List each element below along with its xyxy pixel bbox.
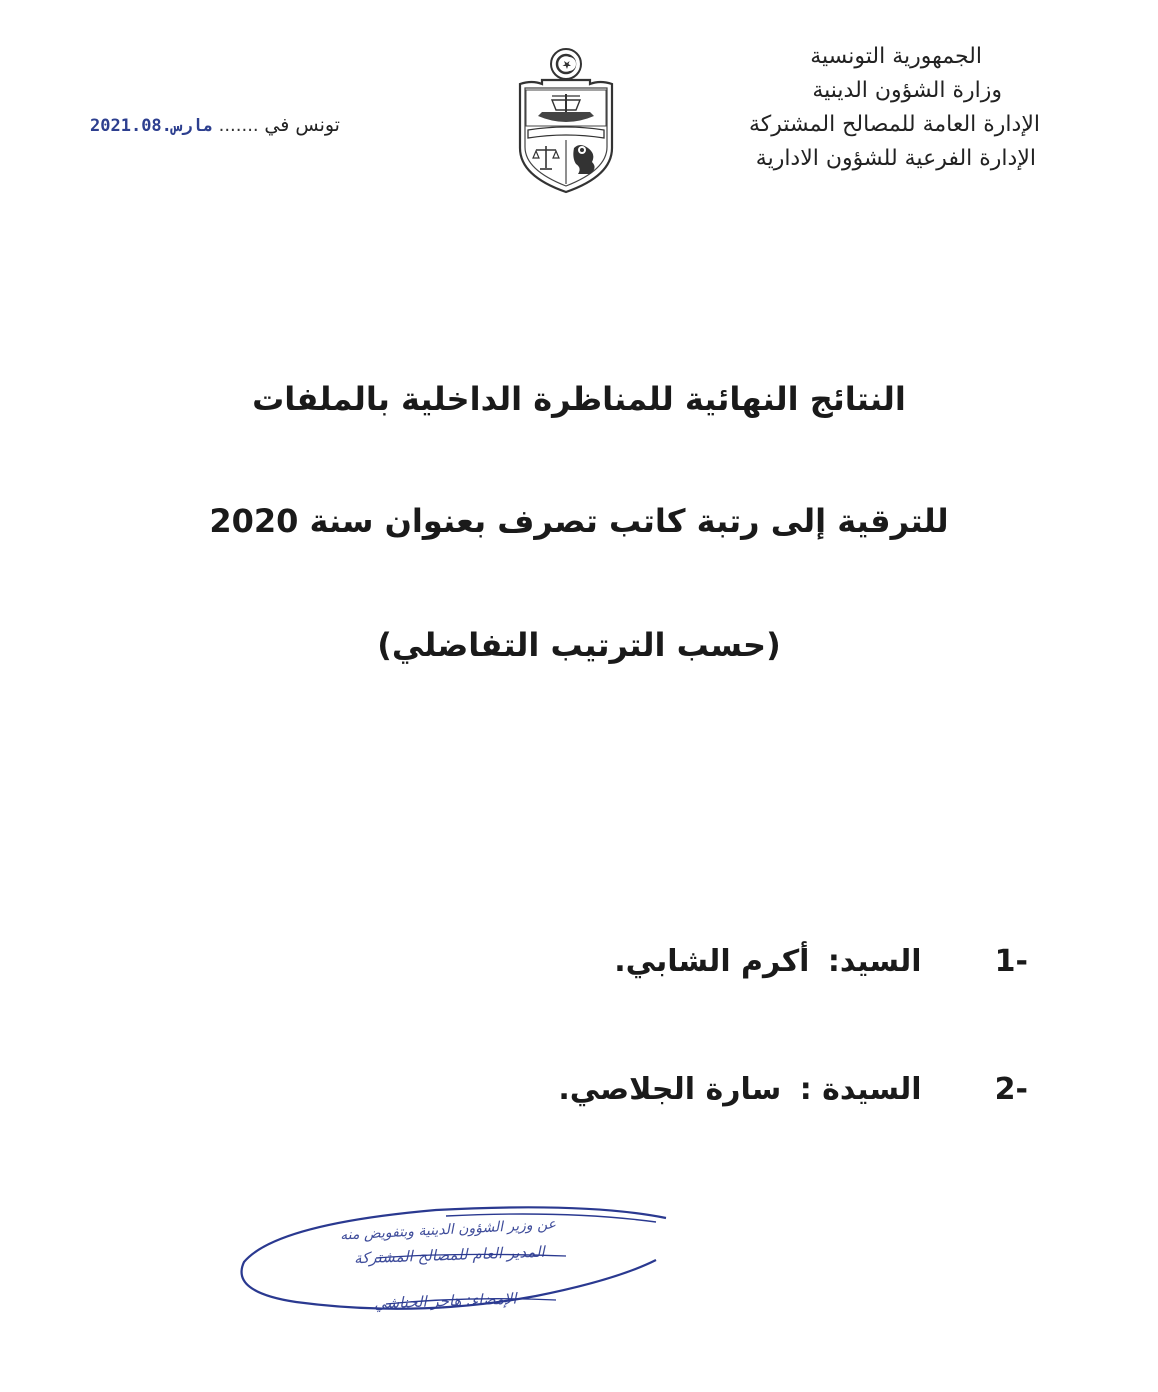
signature-stamp xyxy=(236,1200,676,1330)
header-line-directorate: الإدارة العامة للمصالح المشتركة xyxy=(748,112,1040,137)
date-label: تونس في xyxy=(264,114,340,136)
date-line xyxy=(90,114,340,136)
stamp-line-delegation: عن وزير الشؤون الدينية وبتفويض منه xyxy=(339,1216,557,1244)
candidate-number: 2- xyxy=(994,1072,1028,1107)
candidate-name: سارة الجلاصي. xyxy=(558,1072,782,1107)
ranking-note: (حسب الترتيب التفاضلي) xyxy=(377,626,781,664)
candidate-honorific: السيد: xyxy=(827,944,922,979)
candidate-number: 1- xyxy=(994,944,1028,979)
candidate-honorific: السيدة : xyxy=(799,1072,922,1107)
header-line-subdirectorate: الإدارة الفرعية للشؤون الادارية xyxy=(755,146,1036,171)
list-item xyxy=(614,944,1028,979)
document-subtitle: للترقية إلى رتبة كاتب تصرف بعنوان سنة 2020 xyxy=(209,502,949,540)
candidate-name: أكرم الشابي. xyxy=(614,944,810,979)
document-title: النتائج النهائية للمناظرة الداخلية بالملفات xyxy=(252,380,906,418)
date-value: 2021.مارس.08 xyxy=(90,116,213,136)
stamp-line-signatory: الإمضاء: هاجر الحناشي xyxy=(373,1289,517,1313)
list-item xyxy=(558,1072,1028,1107)
ministry-header xyxy=(660,40,1040,176)
date-dots: ....... xyxy=(218,115,259,136)
signature-stroke xyxy=(236,1200,676,1330)
header-line-republic: الجمهورية التونسية xyxy=(810,44,982,69)
stamp-line-director: المدير العام للمصالح المشتركة xyxy=(353,1242,545,1268)
tunisia-coat-of-arms-icon xyxy=(512,44,620,196)
header-line-ministry: وزارة الشؤون الدينية xyxy=(812,78,1002,103)
